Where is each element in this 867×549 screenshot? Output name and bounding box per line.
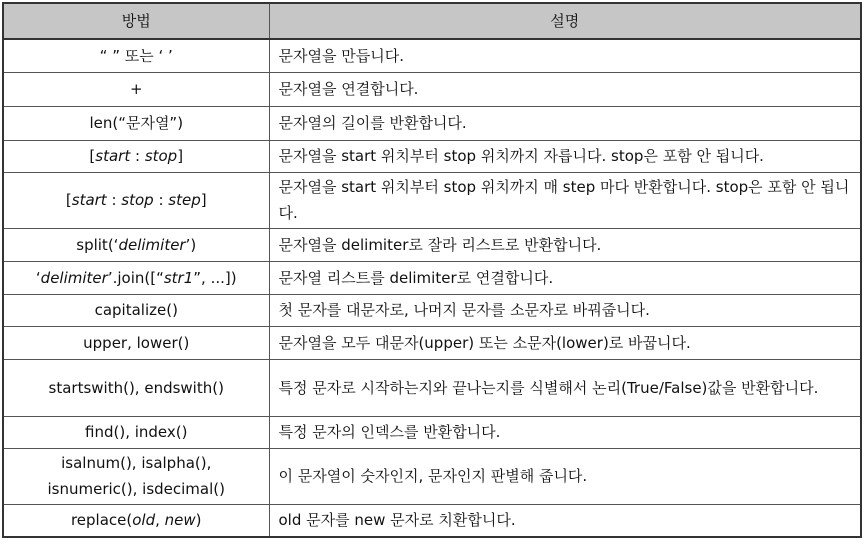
method-param: start <box>95 147 131 165</box>
method-param: delimiter <box>118 235 186 254</box>
table-row <box>3 261 861 294</box>
method-param: str1 <box>163 268 194 287</box>
method-param: delimiter <box>40 268 108 287</box>
method-text: : <box>106 191 122 209</box>
method-text: startswith(), endswith() <box>48 378 224 397</box>
method-cell <box>3 172 269 228</box>
method-text: find(), index() <box>85 423 188 441</box>
table-row <box>3 504 861 537</box>
description-cell: 문자열을 만듭니다. <box>269 39 861 72</box>
method-param: stop <box>121 191 154 209</box>
method-text: ’) <box>185 235 197 254</box>
description-cell: 문자열을 start 위치부터 stop 위치까지 매 step 마다 반환합니다. stop은 포함 안 됩니다. <box>269 172 861 228</box>
method-text: capitalize() <box>94 301 178 319</box>
method-text: [ <box>89 147 96 165</box>
method-text: len(“문자열”) <box>89 114 184 132</box>
method-text: isnumeric(), isdecimal() <box>47 480 225 498</box>
method-text: replace( <box>70 511 133 530</box>
method-text: ‘ <box>35 268 41 287</box>
method-text: “ ” 또는 ‘ ’ <box>99 46 173 65</box>
method-cell <box>3 261 269 294</box>
table-body <box>3 39 861 537</box>
method-cell <box>3 294 269 326</box>
method-text: ) <box>195 511 202 530</box>
method-text: + <box>129 80 143 98</box>
method-cell <box>3 39 269 72</box>
method-text: ”, ...]) <box>193 268 237 287</box>
method-cell <box>3 359 269 416</box>
method-cell <box>3 106 269 140</box>
method-cell <box>3 228 269 261</box>
string-methods-table-container <box>2 2 862 538</box>
string-methods-table <box>2 2 862 538</box>
method-text: : <box>153 191 169 209</box>
method-param: step <box>168 191 201 209</box>
table-row <box>3 72 861 106</box>
table-row <box>3 416 861 448</box>
description-cell: 특정 문자로 시작하는지와 끝나는지를 식별해서 논리(True/False)값을 반환합니다. <box>269 359 861 416</box>
method-param: new <box>164 511 196 530</box>
method-text: , <box>155 511 165 530</box>
description-cell: 문자열을 start 위치부터 stop 위치까지 자릅니다. stop은 포함 안 됩니다. <box>269 140 861 172</box>
method-text: ] <box>177 147 184 165</box>
header-method: 방법 <box>3 3 269 39</box>
description-cell: 특정 문자의 인덱스를 반환합니다. <box>269 416 861 448</box>
header-row <box>3 3 861 39</box>
table-row <box>3 228 861 261</box>
description-cell: 첫 문자를 대문자로, 나머지 문자를 소문자로 바꿔줍니다. <box>269 294 861 326</box>
method-cell <box>3 448 269 504</box>
method-text: ’.join([“ <box>107 268 164 287</box>
description-cell: 이 문자열이 숫자인지, 문자인지 판별해 줍니다. <box>269 448 861 504</box>
method-cell <box>3 504 269 537</box>
description-cell: 문자열을 연결합니다. <box>269 72 861 106</box>
table-row <box>3 106 861 140</box>
method-param: stop <box>144 147 178 165</box>
table-row <box>3 172 861 228</box>
table-row <box>3 326 861 359</box>
table-row <box>3 39 861 72</box>
method-cell <box>3 140 269 172</box>
description-cell: 문자열의 길이를 반환합니다. <box>269 106 861 140</box>
method-text: ] <box>200 191 207 209</box>
table-row <box>3 140 861 172</box>
method-text: split(‘ <box>76 235 119 254</box>
method-text: : <box>130 147 145 165</box>
method-text: [ <box>65 191 72 209</box>
method-text: upper, lower() <box>83 333 190 352</box>
description-cell: old 문자를 new 문자로 치환합니다. <box>269 504 861 537</box>
table-row <box>3 294 861 326</box>
method-cell <box>3 416 269 448</box>
method-param: old <box>132 511 156 530</box>
method-param: start <box>71 191 107 209</box>
table-row <box>3 359 861 416</box>
method-text: isalnum(), isalpha(), <box>61 454 212 472</box>
table-header <box>3 3 861 39</box>
method-cell <box>3 72 269 106</box>
description-cell: 문자열을 모두 대문자(upper) 또는 소문자(lower)로 바꿉니다. <box>269 326 861 359</box>
table-row <box>3 448 861 504</box>
description-cell: 문자열을 delimiter로 잘라 리스트로 반환합니다. <box>269 228 861 261</box>
description-cell: 문자열 리스트를 delimiter로 연결합니다. <box>269 261 861 294</box>
header-description: 설명 <box>269 3 861 39</box>
method-cell <box>3 326 269 359</box>
